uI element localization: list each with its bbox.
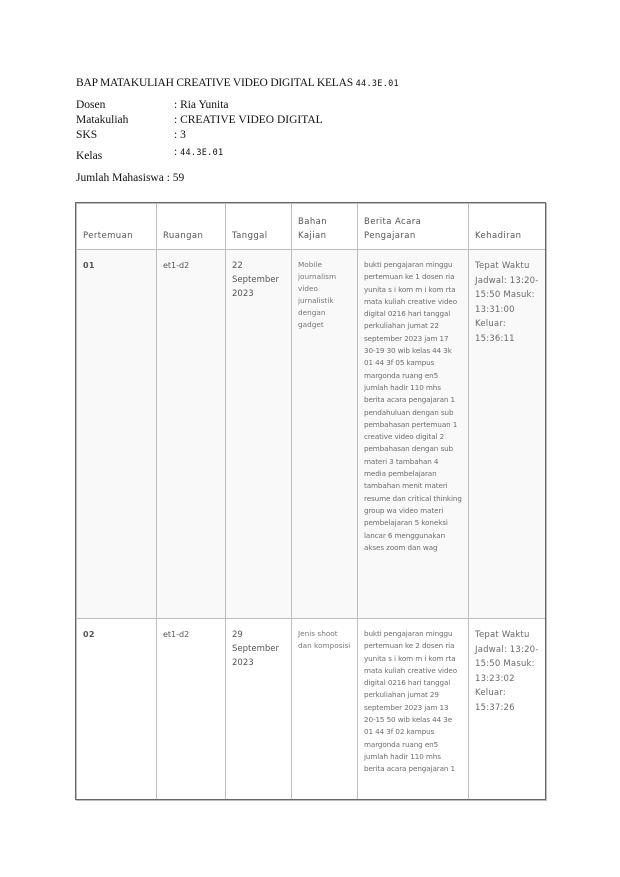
document-title [76,77,399,89]
table-row [77,250,547,619]
meta-kelas-colon: : [174,146,181,158]
row1-bahan-kajian: Mobile journalism video jurnalistik dengan gadget [292,250,358,619]
meta-matakuliah-value: : CREATIVE VIDEO DIGITAL [174,114,323,126]
document-title-kelas: 44.3E.01 [355,79,399,89]
meta-kelas-value: 44.3E.01 [180,148,224,158]
header-pertemuan: Pertemuan [77,204,157,250]
meta-jumlah-text: Jumlah Mahasiswa : 59 [76,172,185,184]
row1-kehadiran: Tepat Waktu Jadwal: 13:20-15:50 Masuk: 13:31:00 Keluar: 15:36:11 [469,250,547,619]
meta-kelas-value-wrap [174,146,224,162]
table-row [77,619,547,801]
row1-berita-acara: bukti pengajaran minggu pertemuan ke 1 dosen ria yunita s i kom m i kom rta mata kuliah creative video digital 0216 hari tanggal perkuliahan jumat 22 september 2023 jam 17 30-19 30 wib kelas 44 3k 01 44 3f 05 kampus margonda ruang en5 jumlah hadir 110 mhs berita acara pengajaran 1 pendahuluan dengan sub pembahasan pertemuan 1 creative video digital 2 pembahasan dengan sub materi 3 tambahan 4 media pembelajaran tambahan menit materi resume dan critical thinking group wa video materi pembelajaran 5 koneksi lancar 6 menggunakan akses zoom dan wag [358,250,469,619]
meta-kelas [76,146,224,162]
meta-matakuliah-label: Matakuliah [76,114,129,126]
header-bahan-kajian: Bahan Kajian [292,204,358,250]
row2-pertemuan: 02 [77,619,157,801]
meta-sks-value: : 3 [174,129,186,141]
meta-jumlah-mahasiswa [76,172,184,184]
row2-berita-acara: bukti pengajaran minggu pertemuan ke 2 dosen ria yunita s i kom m i kom rta mata kuliah creative video digital 0216 hari tanggal perkuliahan jumat 29 september 2023 jam 13 20-15 50 wib kelas 44 3e 01 44 3f 02 kampus margonda ruang en5 jumlah hadir 110 mhs berita acara pengajaran 1 [358,619,469,801]
row1-tanggal: 22 September 2023 [226,250,292,619]
table-header-row [77,204,547,250]
meta-matakuliah [76,114,323,126]
header-tanggal: Tanggal [226,204,292,250]
row2-ruangan: et1-d2 [157,619,226,801]
row1-ruangan: et1-d2 [157,250,226,619]
header-ruangan: Ruangan [157,204,226,250]
header-berita-acara: Berita Acara Pengajaran [358,204,469,250]
meta-sks-label: SKS [76,129,98,141]
header-kehadiran: Kehadiran [469,204,547,250]
meta-dosen [76,99,229,111]
row2-bahan-kajian: Jenis shoot dan komposisi [292,619,358,801]
row2-tanggal: 29 September 2023 [226,619,292,801]
bap-table [76,203,547,801]
document-title-text: BAP MATAKULIAH CREATIVE VIDEO DIGITAL KELAS [76,77,356,89]
meta-dosen-label: Dosen [76,99,106,111]
meta-kelas-label: Kelas [76,150,103,162]
row2-kehadiran: Tepat Waktu Jadwal: 13:20-15:50 Masuk: 13:23:02 Keluar: 15:37:26 [469,619,547,801]
meta-dosen-value: : Ria Yunita [174,99,229,111]
meta-sks [76,129,186,141]
row1-pertemuan: 01 [77,250,157,619]
